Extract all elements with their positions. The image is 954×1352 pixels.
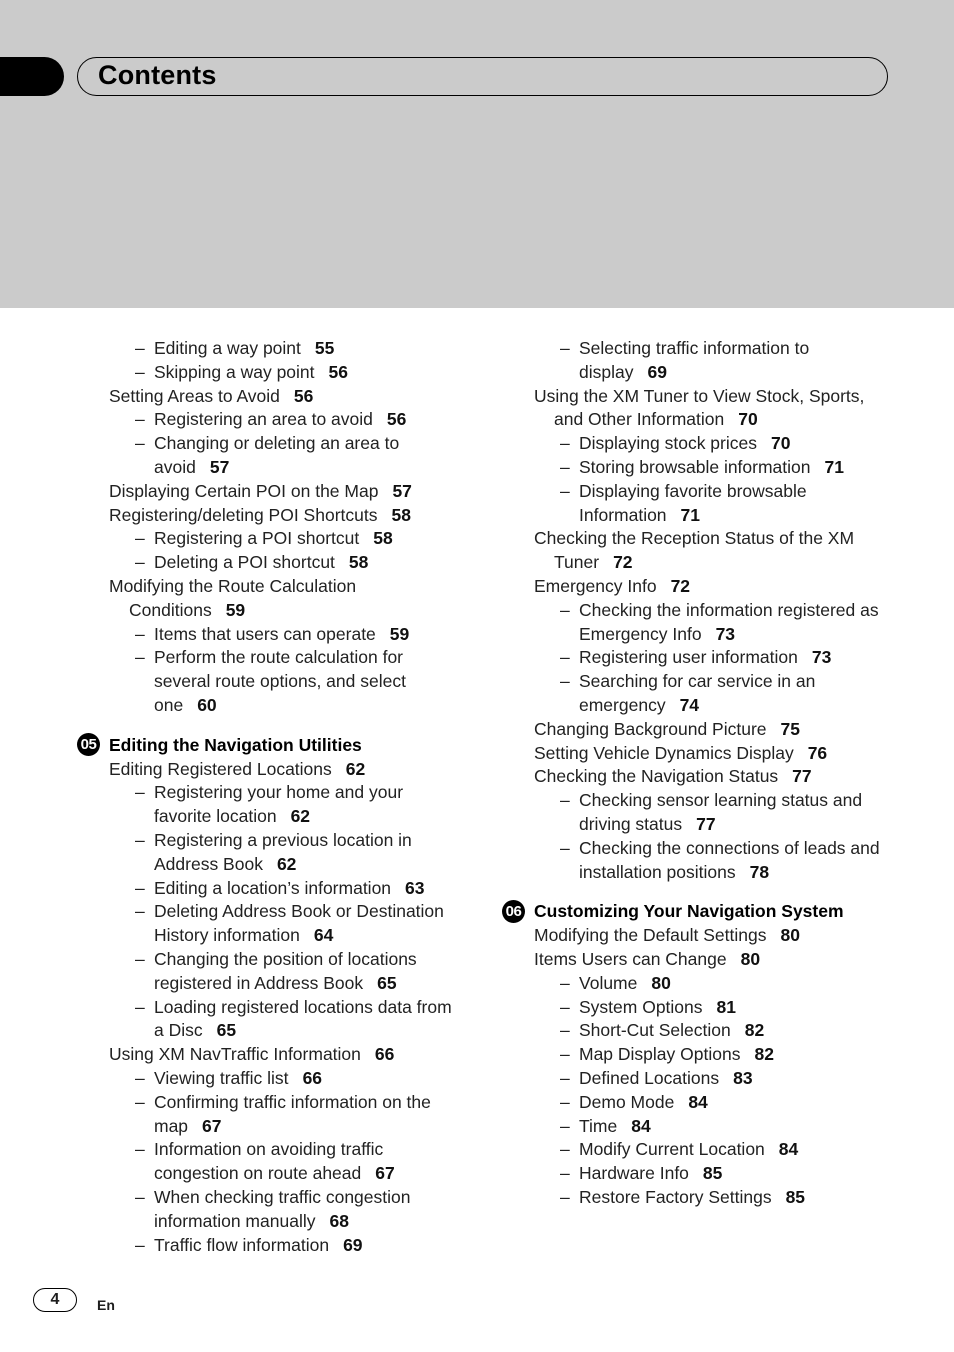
toc-entry[interactable] bbox=[109, 503, 411, 527]
toc-entry-page: 85 bbox=[702, 1163, 723, 1184]
toc-entry-text: Checking the Navigation Status bbox=[534, 766, 779, 787]
toc-entry[interactable] bbox=[579, 503, 700, 527]
toc-entry[interactable] bbox=[154, 622, 409, 646]
toc-entry-page: 69 bbox=[343, 1234, 363, 1255]
toc-entry[interactable] bbox=[534, 526, 854, 550]
toc-entry[interactable] bbox=[109, 384, 313, 408]
section-heading[interactable]: Customizing Your Navigation System bbox=[534, 901, 844, 922]
toc-entry-text: Perform the route calculation for bbox=[154, 647, 404, 668]
title-bar bbox=[77, 57, 888, 96]
toc-entry[interactable] bbox=[579, 455, 844, 479]
toc-entry[interactable] bbox=[154, 780, 403, 804]
toc-dash: – bbox=[560, 457, 570, 477]
toc-entry-text: Editing a location’s information bbox=[154, 877, 392, 898]
toc-entry[interactable] bbox=[554, 550, 633, 574]
toc-entry[interactable] bbox=[579, 1137, 798, 1161]
toc-entry-text: Emergency Info bbox=[579, 623, 702, 644]
toc-entry-page: 58 bbox=[373, 528, 393, 549]
toc-entry[interactable] bbox=[154, 876, 425, 900]
toc-entry-page: 80 bbox=[740, 949, 761, 969]
section-heading[interactable]: Editing the Navigation Utilities bbox=[109, 734, 362, 755]
toc-entry-page: 66 bbox=[374, 1044, 395, 1065]
toc-entry-page: 60 bbox=[197, 695, 217, 715]
toc-dash: – bbox=[135, 1068, 145, 1088]
toc-entry[interactable] bbox=[579, 645, 831, 669]
toc-entry[interactable] bbox=[154, 1161, 395, 1185]
toc-entry[interactable] bbox=[154, 995, 452, 1019]
toc-entry-text: When checking traffic congestion bbox=[154, 1187, 411, 1207]
toc-entry-page: 57 bbox=[209, 457, 230, 477]
toc-entry-page: 67 bbox=[375, 1163, 395, 1184]
toc-entry[interactable] bbox=[579, 622, 735, 646]
toc-dash: – bbox=[560, 1115, 570, 1136]
toc-entry-text: Changing Background Picture bbox=[534, 718, 767, 739]
toc-entry[interactable] bbox=[579, 336, 809, 360]
toc-entry-page: 64 bbox=[313, 925, 334, 946]
toc-entry[interactable] bbox=[534, 741, 827, 765]
toc-entry[interactable] bbox=[154, 1066, 322, 1090]
section-badge: 06 bbox=[502, 900, 525, 923]
toc-entry-page: 65 bbox=[377, 972, 397, 993]
toc-entry[interactable] bbox=[154, 1114, 222, 1138]
toc-entry[interactable] bbox=[579, 1114, 651, 1138]
toc-entry-text: information manually bbox=[154, 1210, 316, 1231]
toc-entry-text: Registering/deleting POI Shortcuts bbox=[109, 504, 378, 525]
toc-entry-page: 84 bbox=[688, 1091, 708, 1112]
toc-dash: – bbox=[135, 877, 145, 898]
toc-entry-text: Loading registered locations data from bbox=[154, 996, 452, 1017]
toc-entry-page: 56 bbox=[328, 361, 348, 382]
toc-entry-text: Editing a way point bbox=[154, 338, 301, 358]
toc-entry[interactable] bbox=[534, 764, 812, 788]
toc-entry[interactable] bbox=[154, 526, 393, 550]
toc-dash: – bbox=[560, 1139, 570, 1160]
toc-entry-page: 67 bbox=[202, 1115, 222, 1136]
toc-entry-text: Storing browsable information bbox=[579, 457, 811, 477]
toc-entry[interactable] bbox=[579, 360, 667, 384]
toc-entry[interactable] bbox=[109, 574, 356, 598]
toc-entry[interactable] bbox=[579, 1042, 774, 1066]
toc-entry-text: Emergency Info bbox=[534, 576, 657, 596]
toc-entry-text: Restore Factory Settings bbox=[579, 1187, 772, 1207]
toc-entry[interactable] bbox=[154, 971, 397, 995]
toc-entry-page: 77 bbox=[696, 814, 716, 834]
toc-entry-text: Time bbox=[579, 1115, 618, 1136]
toc-entry-text: Checking the information registered as bbox=[579, 599, 879, 620]
toc-entry-page: 73 bbox=[811, 647, 832, 668]
toc-entry[interactable] bbox=[554, 407, 758, 431]
toc-dash: – bbox=[560, 1068, 570, 1088]
toc-entry-text: Registering a POI shortcut bbox=[154, 528, 360, 549]
toc-dash: – bbox=[135, 1091, 145, 1112]
toc-dash: – bbox=[135, 949, 145, 969]
toc-entry[interactable] bbox=[154, 923, 333, 947]
toc-entry-text: and Other Information bbox=[554, 409, 725, 430]
toc-entry-text: one bbox=[154, 695, 184, 715]
header-band bbox=[0, 0, 954, 308]
toc-entry-page: 56 bbox=[293, 385, 314, 406]
toc-entry-text: Registering an area to avoid bbox=[154, 409, 373, 430]
toc-entry[interactable] bbox=[579, 971, 671, 995]
toc-dash: – bbox=[135, 1139, 145, 1160]
toc-entry-text: registered in Address Book bbox=[154, 972, 364, 993]
toc-entry-text: Demo Mode bbox=[579, 1091, 675, 1112]
toc-entry-text: a Disc bbox=[154, 1020, 203, 1041]
toc-dash: – bbox=[560, 972, 570, 993]
toc-dash: – bbox=[135, 1234, 145, 1255]
toc-entry[interactable] bbox=[154, 1185, 410, 1209]
toc-entry-text: Confirming traffic information on the bbox=[154, 1091, 431, 1112]
toc-entry[interactable] bbox=[154, 828, 412, 852]
toc-entry-text: emergency bbox=[579, 695, 666, 715]
toc-entry-text: Registering your home and your bbox=[154, 782, 404, 803]
section-tab-marker bbox=[0, 57, 64, 96]
toc-entry-page: 56 bbox=[386, 409, 407, 430]
toc-entry[interactable] bbox=[109, 757, 365, 781]
toc-entry[interactable] bbox=[154, 645, 403, 669]
toc-entry[interactable] bbox=[154, 407, 406, 431]
toc-dash: – bbox=[560, 1044, 570, 1065]
toc-entry-text: installation positions bbox=[579, 861, 736, 882]
toc-entry-text: Modifying the Default Settings bbox=[534, 925, 767, 946]
toc-entry-text: map bbox=[154, 1115, 189, 1136]
toc-entry-text: Map Display Options bbox=[579, 1044, 741, 1065]
toc-dash: – bbox=[560, 1187, 570, 1207]
toc-entry[interactable] bbox=[154, 1137, 383, 1161]
toc-entry-text: Using XM NavTraffic Information bbox=[109, 1044, 361, 1065]
toc-entry-text: Short-Cut Selection bbox=[579, 1020, 731, 1041]
toc-dash: – bbox=[135, 830, 145, 850]
toc-dash: – bbox=[560, 433, 570, 454]
toc-entry[interactable] bbox=[579, 598, 879, 622]
toc-entry[interactable] bbox=[154, 360, 348, 384]
toc-entry[interactable] bbox=[534, 384, 864, 408]
toc-dash: – bbox=[560, 338, 570, 358]
toc-entry[interactable] bbox=[154, 1018, 236, 1042]
toc-entry-text: Setting Areas to Avoid bbox=[109, 385, 280, 406]
toc-dash: – bbox=[560, 671, 570, 692]
toc-entry-page: 80 bbox=[651, 972, 671, 993]
toc-entry[interactable] bbox=[154, 1090, 431, 1114]
toc-entry-text: History information bbox=[154, 925, 300, 946]
toc-entry-text: Selecting traffic information to bbox=[579, 338, 810, 358]
toc-entry[interactable] bbox=[534, 717, 800, 741]
toc-dash: – bbox=[135, 433, 145, 454]
toc-entry[interactable] bbox=[154, 669, 406, 693]
toc-dash: – bbox=[135, 901, 145, 922]
toc-entry[interactable] bbox=[579, 669, 815, 693]
toc-entry[interactable] bbox=[579, 860, 769, 884]
toc-entry[interactable] bbox=[579, 479, 807, 503]
toc-entry[interactable] bbox=[579, 788, 862, 812]
toc-dash: – bbox=[135, 782, 145, 803]
toc-dash: – bbox=[135, 1187, 145, 1207]
page-title: Contents bbox=[98, 60, 217, 90]
toc-dash: – bbox=[135, 623, 145, 644]
toc-dash: – bbox=[135, 338, 145, 358]
toc-entry-text: Modifying the Route Calculation bbox=[109, 576, 357, 596]
toc-entry-text: Hardware Info bbox=[579, 1163, 689, 1184]
toc-entry-page: 78 bbox=[749, 861, 770, 882]
toc-entry-page: 55 bbox=[314, 338, 335, 358]
toc-entry-text: Checking the connections of leads and bbox=[579, 837, 880, 858]
toc-entry-page: 62 bbox=[345, 758, 366, 779]
toc-entry-page: 58 bbox=[391, 504, 411, 525]
toc-entry-page: 77 bbox=[792, 766, 812, 787]
toc-entry-page: 65 bbox=[216, 1020, 237, 1041]
toc-entry[interactable] bbox=[534, 947, 760, 971]
toc-dash: – bbox=[135, 996, 145, 1017]
toc-dash: – bbox=[560, 1091, 570, 1112]
toc-entry-page: 66 bbox=[302, 1068, 323, 1088]
toc-entry-page: 72 bbox=[670, 576, 691, 596]
toc-dash: – bbox=[135, 552, 145, 573]
toc-entry-page: 76 bbox=[807, 742, 828, 763]
toc-entry-text: Items Users can Change bbox=[534, 949, 727, 969]
toc-entry-text: Registering user information bbox=[579, 647, 798, 668]
toc-entry-text: Checking sensor learning status and bbox=[579, 790, 863, 811]
toc-entry-page: 71 bbox=[680, 504, 701, 525]
toc-dash: – bbox=[560, 790, 570, 811]
toc-dash: – bbox=[135, 361, 145, 382]
toc-entry-text: Information on avoiding traffic bbox=[154, 1139, 384, 1160]
toc-entry-text: Changing or deleting an area to bbox=[154, 433, 400, 454]
toc-entry-page: 73 bbox=[715, 623, 736, 644]
toc-entry[interactable] bbox=[534, 574, 690, 598]
toc-entry[interactable] bbox=[154, 947, 417, 971]
toc-entry-text: Items that users can operate bbox=[154, 623, 376, 644]
toc-entry-text: Tuner bbox=[554, 552, 600, 573]
toc-entry[interactable] bbox=[579, 836, 880, 860]
toc-entry-page: 68 bbox=[329, 1210, 349, 1231]
toc-dash: – bbox=[560, 480, 570, 501]
toc-dash: – bbox=[560, 996, 570, 1017]
toc-entry-page: 74 bbox=[679, 695, 700, 715]
toc-entry-page: 84 bbox=[778, 1139, 799, 1160]
toc-entry-page: 59 bbox=[389, 623, 410, 644]
toc-entry[interactable] bbox=[534, 923, 800, 947]
toc-entry-page: 70 bbox=[770, 433, 791, 454]
toc-entry-page: 72 bbox=[613, 552, 633, 573]
toc-entry-text: Defined Locations bbox=[579, 1068, 720, 1088]
toc-entry[interactable] bbox=[579, 1161, 722, 1185]
toc-entry-text: Using the XM Tuner to View Stock, Sports, bbox=[534, 385, 865, 406]
toc-entry-page: 85 bbox=[785, 1187, 806, 1207]
toc-entry-text: Changing the position of locations bbox=[154, 949, 417, 969]
toc-entry-text: congestion on route ahead bbox=[154, 1163, 362, 1184]
toc-entry-text: several route options, and select bbox=[154, 671, 406, 692]
toc-dash: – bbox=[135, 528, 145, 549]
toc-entry[interactable] bbox=[109, 479, 412, 503]
toc-entry-text: Registering a previous location in bbox=[154, 830, 412, 850]
toc-dash: – bbox=[560, 647, 570, 668]
toc-entry-text: Searching for car service in an bbox=[579, 671, 816, 692]
toc-dash: – bbox=[560, 1163, 570, 1184]
toc-dash: – bbox=[560, 1020, 570, 1041]
toc-entry-text: Displaying favorite browsable bbox=[579, 480, 807, 501]
section-badge: 05 bbox=[77, 733, 100, 756]
toc-entry-page: 62 bbox=[290, 806, 311, 827]
toc-entry-page: 58 bbox=[348, 552, 369, 573]
toc-entry-page: 75 bbox=[780, 718, 800, 739]
toc-entry[interactable] bbox=[579, 1018, 764, 1042]
toc-entry-text: Displaying stock prices bbox=[579, 433, 757, 454]
toc-entry-text: display bbox=[579, 361, 634, 382]
toc-entry[interactable] bbox=[154, 1209, 349, 1233]
toc-entry-text: Modify Current Location bbox=[579, 1139, 765, 1160]
toc-entry-text: Conditions bbox=[129, 599, 212, 620]
toc-entry-text: Deleting Address Book or Destination bbox=[154, 901, 444, 922]
toc-dash: – bbox=[135, 409, 145, 430]
toc-entry[interactable] bbox=[579, 1066, 753, 1090]
toc-entry-text: driving status bbox=[579, 814, 683, 834]
toc-entry-page: 81 bbox=[716, 996, 736, 1017]
toc-entry[interactable] bbox=[129, 598, 245, 622]
toc-entry-text: Information bbox=[579, 504, 667, 525]
toc-entry-text: avoid bbox=[154, 457, 196, 477]
toc-entry-page: 83 bbox=[733, 1068, 753, 1088]
toc-entry[interactable] bbox=[154, 431, 399, 455]
page-number: 4 bbox=[33, 1288, 77, 1312]
toc-dash: – bbox=[135, 647, 145, 668]
toc-entry[interactable] bbox=[154, 804, 310, 828]
toc-entry-text: Viewing traffic list bbox=[154, 1068, 289, 1088]
toc-entry[interactable] bbox=[154, 336, 334, 360]
language-code: En bbox=[97, 1297, 115, 1313]
toc-entry[interactable] bbox=[579, 812, 716, 836]
toc-entry[interactable] bbox=[154, 455, 229, 479]
toc-entry-text: System Options bbox=[579, 996, 703, 1017]
toc-entry-page: 71 bbox=[824, 457, 844, 477]
toc-entry[interactable] bbox=[154, 852, 296, 876]
toc-entry-page: 62 bbox=[276, 853, 297, 874]
toc-entry[interactable] bbox=[579, 995, 736, 1019]
toc-entry[interactable] bbox=[154, 1233, 363, 1257]
toc-entry[interactable] bbox=[579, 431, 790, 455]
toc-entry-page: 59 bbox=[225, 599, 246, 620]
toc-entry[interactable] bbox=[154, 899, 444, 923]
toc-entry-text: Displaying Certain POI on the Map bbox=[109, 480, 379, 501]
toc-entry-text: Editing Registered Locations bbox=[109, 758, 332, 779]
toc-entry-text: Checking the Reception Status of the XM bbox=[534, 528, 855, 549]
toc-entry[interactable] bbox=[109, 1042, 394, 1066]
toc-entry-page: 82 bbox=[744, 1020, 765, 1041]
toc-dash: – bbox=[560, 837, 570, 858]
toc-entry-page: 63 bbox=[405, 877, 425, 898]
toc-entry[interactable] bbox=[579, 1090, 708, 1114]
toc-entry-text: Address Book bbox=[154, 853, 263, 874]
toc-entry-text: Setting Vehicle Dynamics Display bbox=[534, 742, 794, 763]
toc-entry[interactable] bbox=[154, 693, 217, 717]
toc-entry-page: 69 bbox=[647, 361, 667, 382]
toc-entry-text: Deleting a POI shortcut bbox=[154, 552, 335, 573]
toc-entry-text: Volume bbox=[579, 972, 638, 993]
toc-entry-page: 70 bbox=[738, 409, 758, 430]
toc-entry-text: Skipping a way point bbox=[154, 361, 315, 382]
toc-entry[interactable] bbox=[154, 550, 368, 574]
toc-entry[interactable] bbox=[579, 693, 699, 717]
toc-entry-page: 80 bbox=[780, 925, 800, 946]
toc-entry-page: 84 bbox=[631, 1115, 651, 1136]
toc-entry-text: Traffic flow information bbox=[154, 1234, 330, 1255]
toc-dash: – bbox=[560, 599, 570, 620]
toc-entry-text: favorite location bbox=[154, 806, 277, 827]
toc-entry[interactable] bbox=[579, 1185, 805, 1209]
toc-entry-page: 82 bbox=[754, 1044, 774, 1065]
toc-entry-page: 57 bbox=[392, 480, 412, 501]
